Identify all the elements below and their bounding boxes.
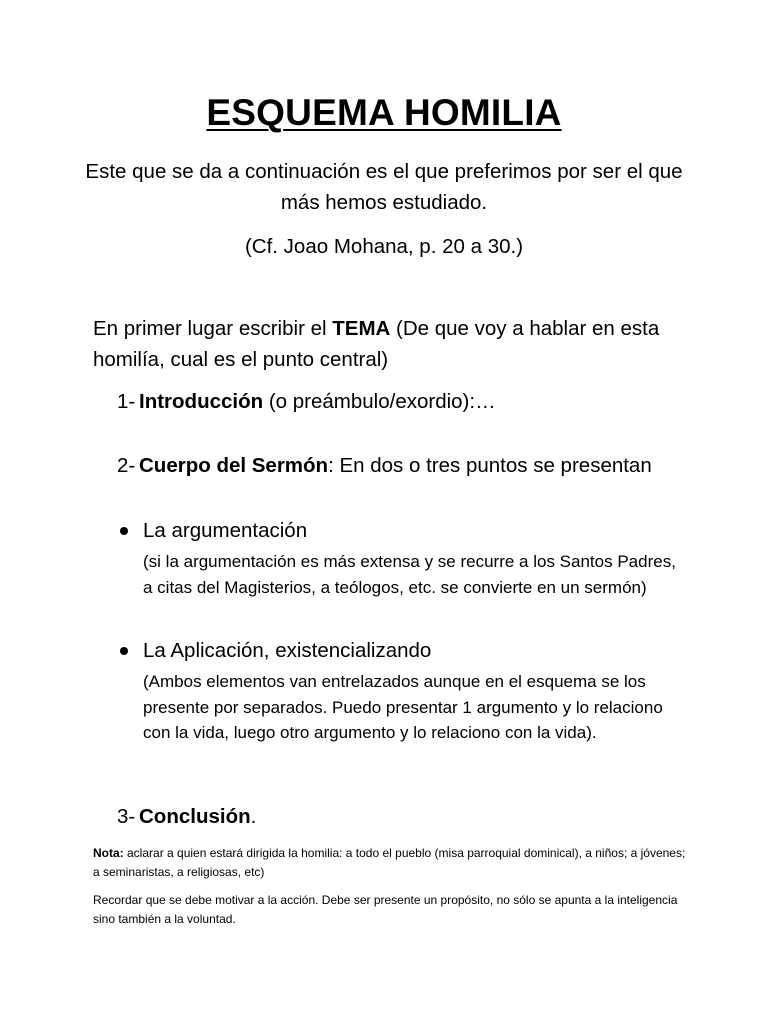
tema-suffix: (De que voy a hablar en esta homilía, cual es el punto central)	[93, 317, 660, 371]
tema-paragraph	[93, 313, 693, 375]
bullet-dot-icon	[120, 527, 128, 535]
list-item-introduccion	[117, 386, 697, 417]
tema-bold: TEMA	[332, 317, 391, 340]
item-title: Introducción	[139, 390, 264, 413]
item-text: (o preámbulo/exordio):…	[263, 390, 496, 413]
bullet-dot-icon	[120, 647, 128, 655]
item-title: Cuerpo del Sermón	[139, 454, 329, 477]
bullet-label: La argumentación	[143, 519, 308, 542]
item-title: Conclusión	[139, 805, 251, 828]
bullet-label: La Aplicación, existencializando	[143, 639, 432, 662]
note-label: Nota:	[93, 846, 124, 860]
reminder-paragraph: Recordar que se debe motivar a la acción. Debe ser presente un propósito, no sólo se apunta a la inteligencia sino también a la voluntad.	[93, 893, 678, 926]
item-number: 1-	[117, 390, 136, 413]
item-number: 2-	[117, 454, 136, 477]
citation: (Cf. Joao Mohana, p. 20 a 30.)	[244, 235, 524, 258]
item-text: .	[250, 805, 257, 828]
list-item-conclusion	[117, 801, 697, 832]
tema-prefix: En primer lugar escribir el	[93, 317, 333, 340]
item-number: 3-	[117, 805, 136, 828]
note-text: aclarar a quien estará dirigida la homilia: a todo el pueblo (misa parroquial dominical), a niños; a jóvenes; a seminaristas, a religiosas, etc)	[93, 846, 686, 879]
bullet-detail: (Ambos elementos van entrelazados aunque en el esquema se los presente por separados. Puedo presentar 1 argumento y lo relaciono con la vida, luego otro argumento y lo relaciono con la vida).	[143, 672, 663, 742]
note-paragraph	[93, 844, 693, 882]
bullet-detail: (si la argumentación es más extensa y se recurre a los Santos Padres, a citas del Magisterios, a teólogos, etc. se convierte en un sermón)	[143, 552, 676, 597]
intro-paragraph: Este que se da a continuación es el que preferimos por ser el que más hemos estudiado.	[85, 160, 683, 214]
item-text: : En dos o tres puntos se presentan	[328, 454, 652, 477]
page-title: ESQUEMA HOMILIA	[206, 92, 562, 133]
list-item-cuerpo	[117, 450, 697, 481]
